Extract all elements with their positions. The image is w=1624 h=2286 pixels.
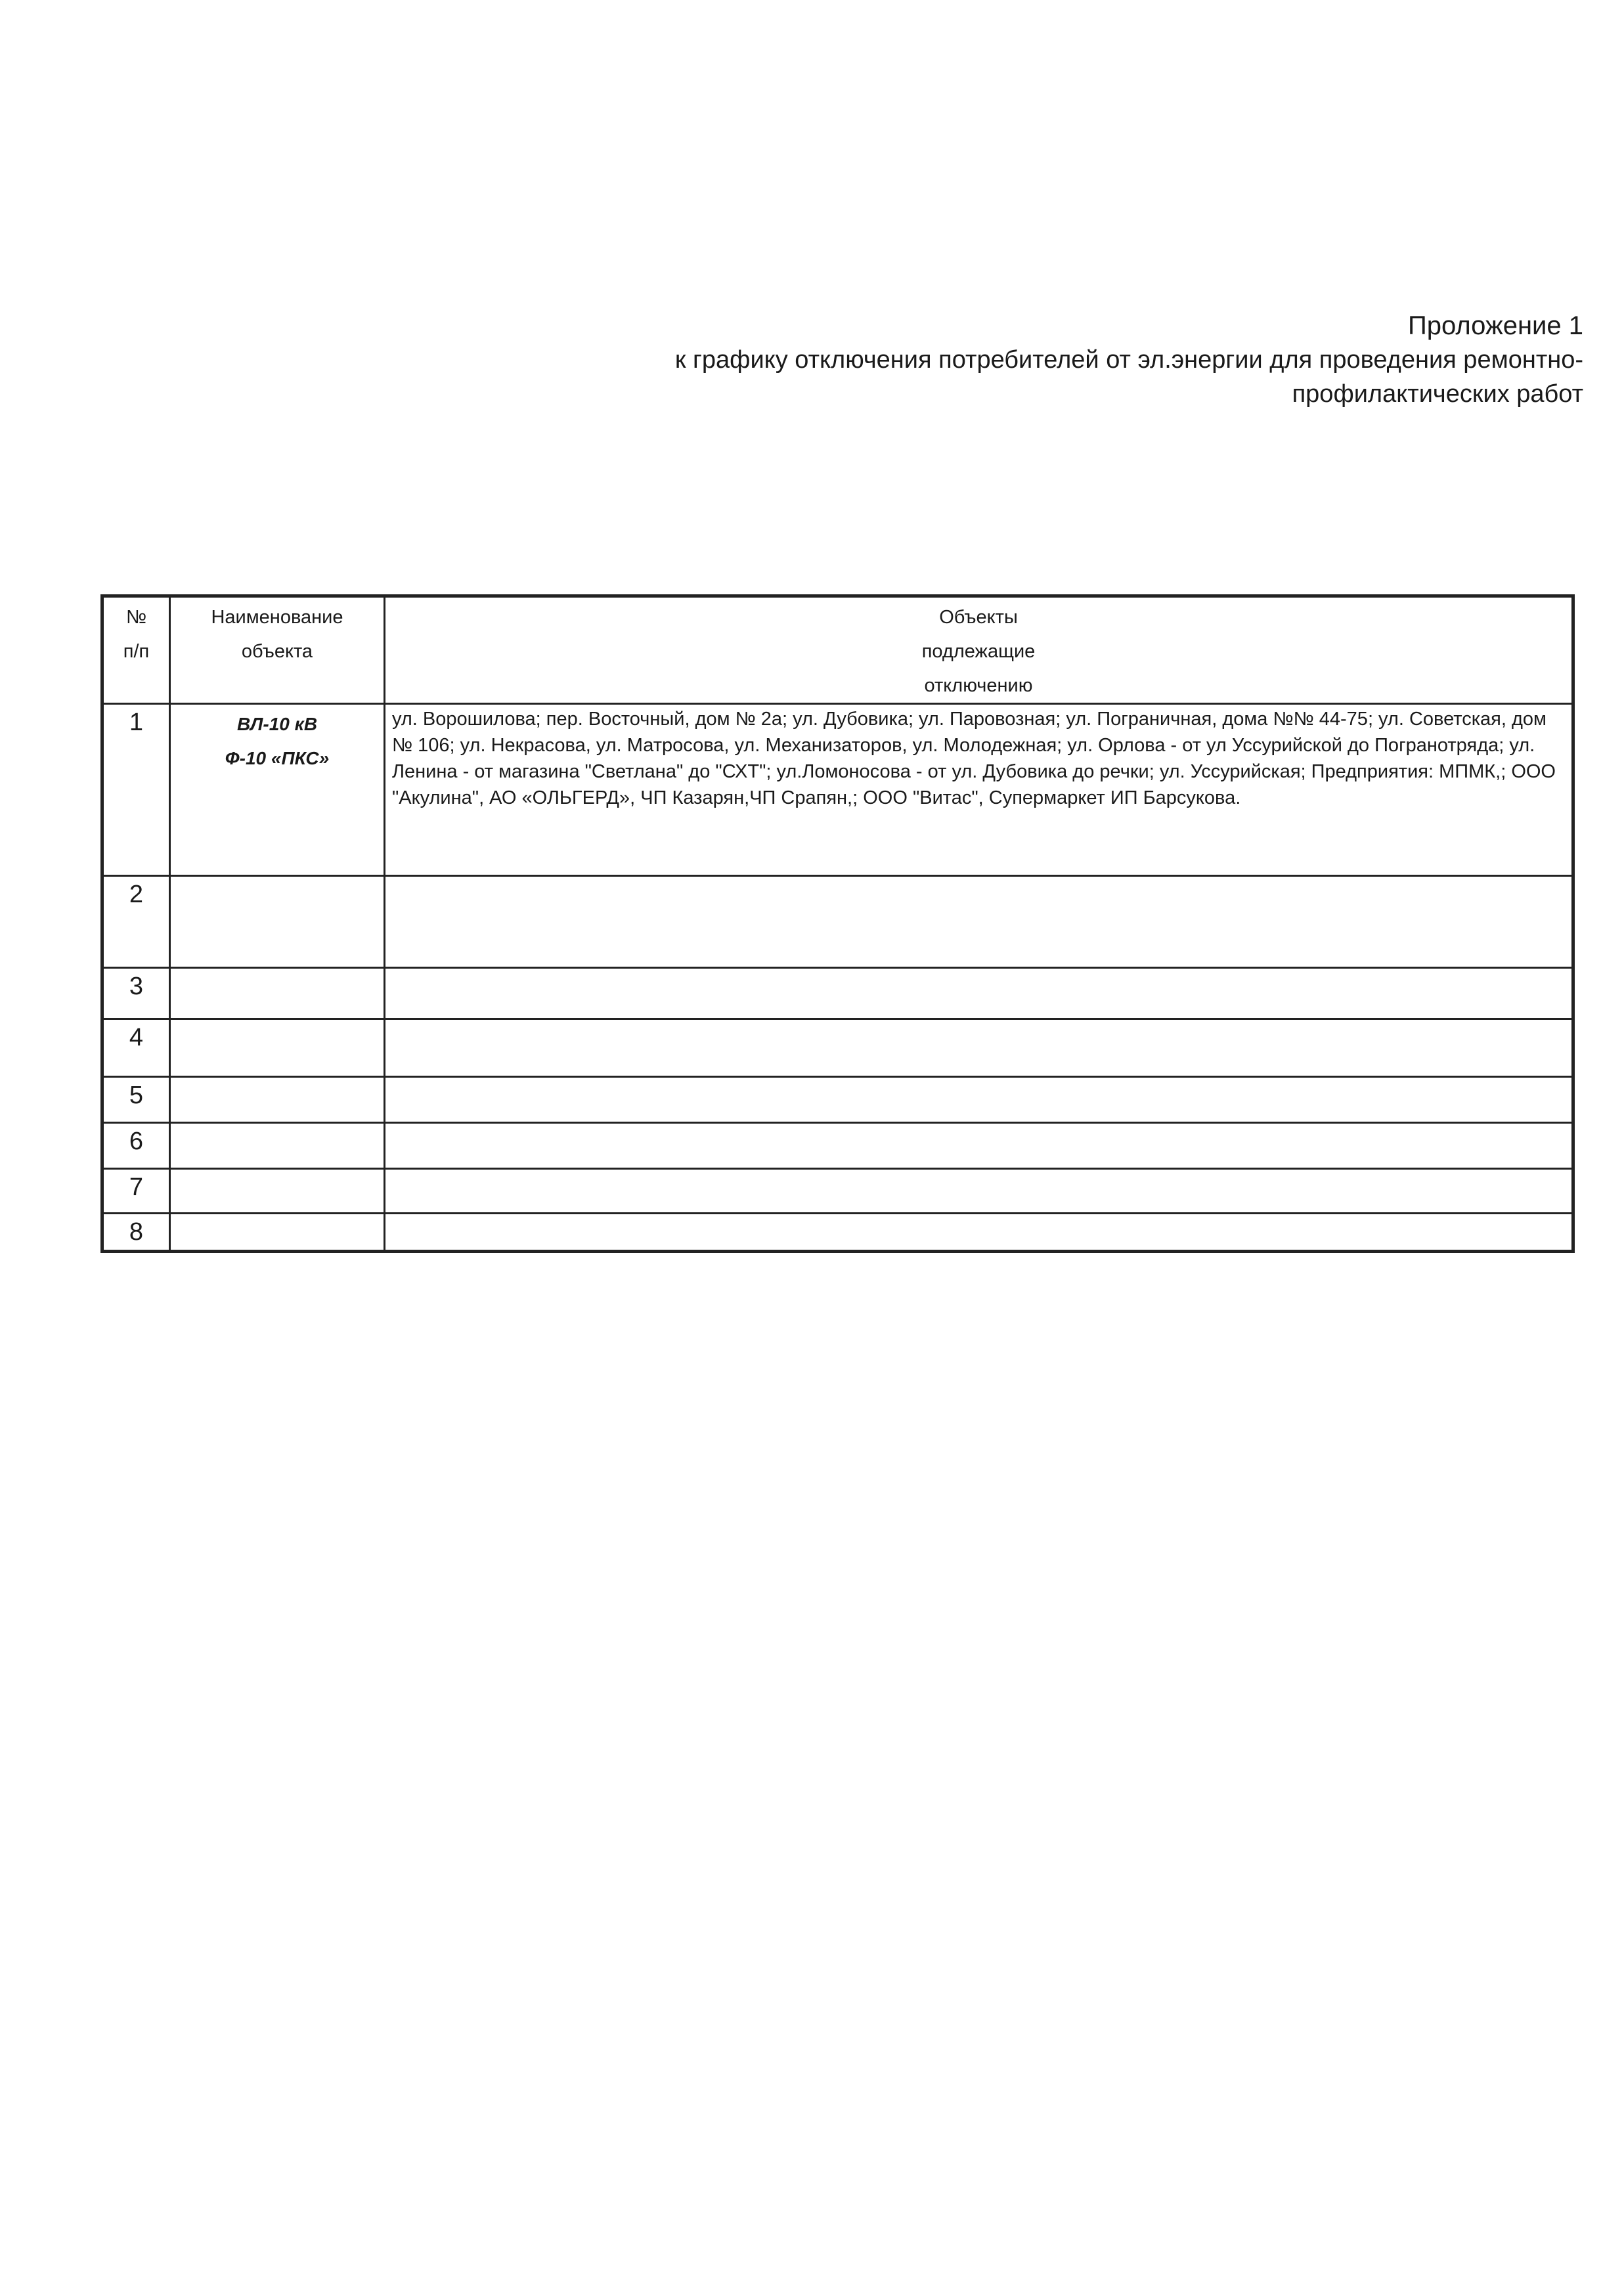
row-number: 4 [102, 1019, 170, 1077]
table-header-row [102, 596, 1573, 704]
header-number-line-1: № [125, 607, 147, 628]
table-row [102, 968, 1573, 1019]
row-number: 8 [102, 1214, 170, 1252]
objects-list [385, 1169, 1573, 1214]
row-number: 7 [102, 1169, 170, 1214]
row-number: 5 [102, 1077, 170, 1123]
objects-list: ул. Ворошилова; пер. Восточный, дом № 2а; ул. Дубовика; ул. Паровозная; ул. Пограничная, дома №№ 44-75; ул. Советская, дом № 106; ул. Некрасова, ул. Матросова, ул. Механизаторов, ул. Молодежная; ул. Орлова - от ул Уссурийской до Погранотряда; ул. Ленина - от магазина "Светлана" до "СХТ"; ул.Ломоносова - от ул. Дубовика до речки; ул. Уссурийская; Предприятия: МПМК,; ООО "Акулина", АО «ОЛЬГЕРД», ЧП Казарян,ЧП Срапян,; ООО "Витас", Супермаркет ИП Барсукова. [385, 704, 1573, 876]
objects-list [385, 1019, 1573, 1077]
objects-list [385, 1214, 1573, 1252]
object-name [170, 1077, 385, 1123]
header-object-name-line-1: Наименование [211, 607, 343, 628]
header-number-line-2: п/п [123, 641, 150, 662]
table-row [102, 1077, 1573, 1123]
header-objects [385, 596, 1573, 704]
shutdown-objects-table [100, 594, 1575, 1253]
table-row [102, 1123, 1573, 1169]
header-objects-line-1: Объекты [939, 607, 1018, 628]
appendix-title: Проложение 1 [1408, 311, 1583, 340]
header-object-name-line-2: объекта [241, 641, 313, 662]
header-objects-line-2: подлежащие [921, 641, 1036, 662]
objects-list [385, 1123, 1573, 1169]
header-object-name [170, 596, 385, 704]
table-row [102, 1214, 1573, 1252]
table-row [102, 1169, 1573, 1214]
object-name [170, 968, 385, 1019]
row-number: 3 [102, 968, 170, 1019]
appendix-subtitle-line-1: к графику отключения потребителей от эл.энергии для проведения ремонтно- [674, 346, 1583, 374]
object-name [170, 1123, 385, 1169]
object-name-line-1: ВЛ-10 кВ [236, 714, 318, 734]
object-name [170, 1214, 385, 1252]
object-name [170, 876, 385, 968]
appendix-header [467, 309, 1583, 411]
object-name [170, 1019, 385, 1077]
objects-list [385, 968, 1573, 1019]
header-number [102, 596, 170, 704]
row-number: 2 [102, 876, 170, 968]
row-number: 1 [102, 704, 170, 876]
header-objects-line-3: отключению [924, 675, 1033, 696]
appendix-subtitle-line-2: профилактических работ [1292, 380, 1583, 408]
table-row [102, 704, 1573, 876]
table-row [102, 1019, 1573, 1077]
row-number: 6 [102, 1123, 170, 1169]
object-name [170, 704, 385, 876]
object-name-line-2: Ф-10 «ПКС» [225, 748, 330, 768]
objects-list [385, 876, 1573, 968]
object-name [170, 1169, 385, 1214]
objects-list [385, 1077, 1573, 1123]
table-row [102, 876, 1573, 968]
